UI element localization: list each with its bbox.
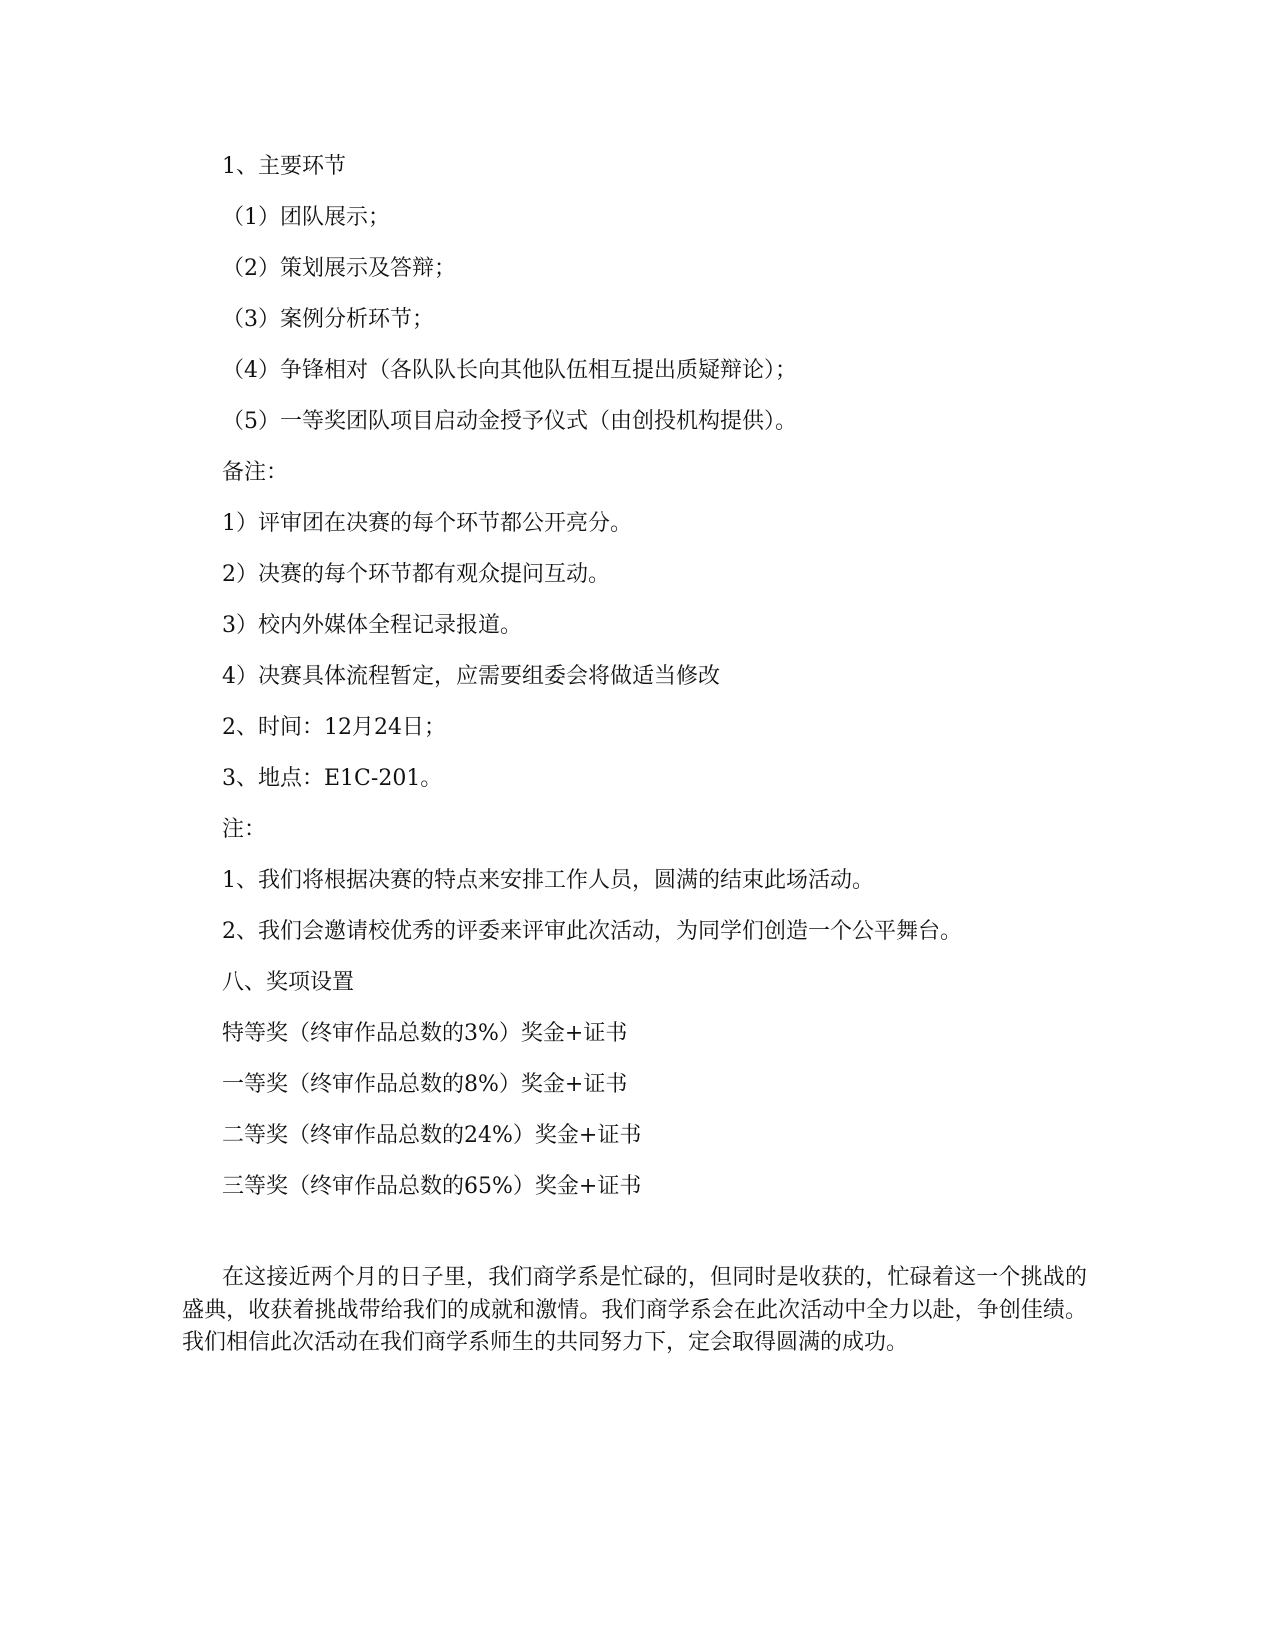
list-item-stage-5: （5）一等奖团队项目启动金授予仪式（由创投机构提供）。 [222, 409, 797, 434]
section-heading-main-stages: 1、主要环节 [222, 154, 346, 179]
remark-item-4: 4）决赛具体流程暂定，应需要组委会将做适当修改 [222, 664, 720, 689]
award-special: 特等奖（终审作品总数的3%）奖金+证书 [222, 1021, 628, 1046]
note-item-1: 1、我们将根据决赛的特点来安排工作人员，圆满的结束此场活动。 [222, 868, 874, 893]
remark-item-2: 2）决赛的每个环节都有观众提问互动。 [222, 562, 610, 587]
award-second: 二等奖（终审作品总数的24%）奖金+证书 [222, 1123, 642, 1148]
event-time: 2、时间：12月24日； [222, 715, 446, 740]
list-item-stage-1: （1）团队展示； [222, 205, 390, 230]
remarks-heading: 备注： [222, 460, 289, 485]
award-first: 一等奖（终审作品总数的8%）奖金+证书 [222, 1072, 628, 1097]
list-item-stage-3: （3）案例分析环节； [222, 307, 434, 332]
list-item-stage-4: （4）争锋相对（各队队长向其他队伍相互提出质疑辩论）； [222, 358, 797, 383]
list-item-stage-2: （2）策划展示及答辩； [222, 256, 456, 281]
closing-paragraph: 在这接近两个月的日子里，我们商学系是忙碌的，但同时是收获的，忙碌着这一个挑战的盛典，收获着挑战带给我们的成就和激情。我们商学系会在此次活动中全力以赴，争创佳绩。我们相信此次活动在我们商学系师生的共同努力下，定会取得圆满的成功。 [182, 1265, 1087, 1355]
note-heading: 注： [222, 817, 267, 842]
event-location: 3、地点：E1C-201。 [222, 766, 443, 791]
award-third: 三等奖（终审作品总数的65%）奖金+证书 [222, 1174, 642, 1199]
note-item-2: 2、我们会邀请校优秀的评委来评审此次活动，为同学们创造一个公平舞台。 [222, 919, 962, 944]
remark-item-1: 1）评审团在决赛的每个环节都公开亮分。 [222, 511, 632, 536]
awards-heading: 八、奖项设置 [222, 970, 355, 995]
remark-item-3: 3）校内外媒体全程记录报道。 [222, 613, 522, 638]
